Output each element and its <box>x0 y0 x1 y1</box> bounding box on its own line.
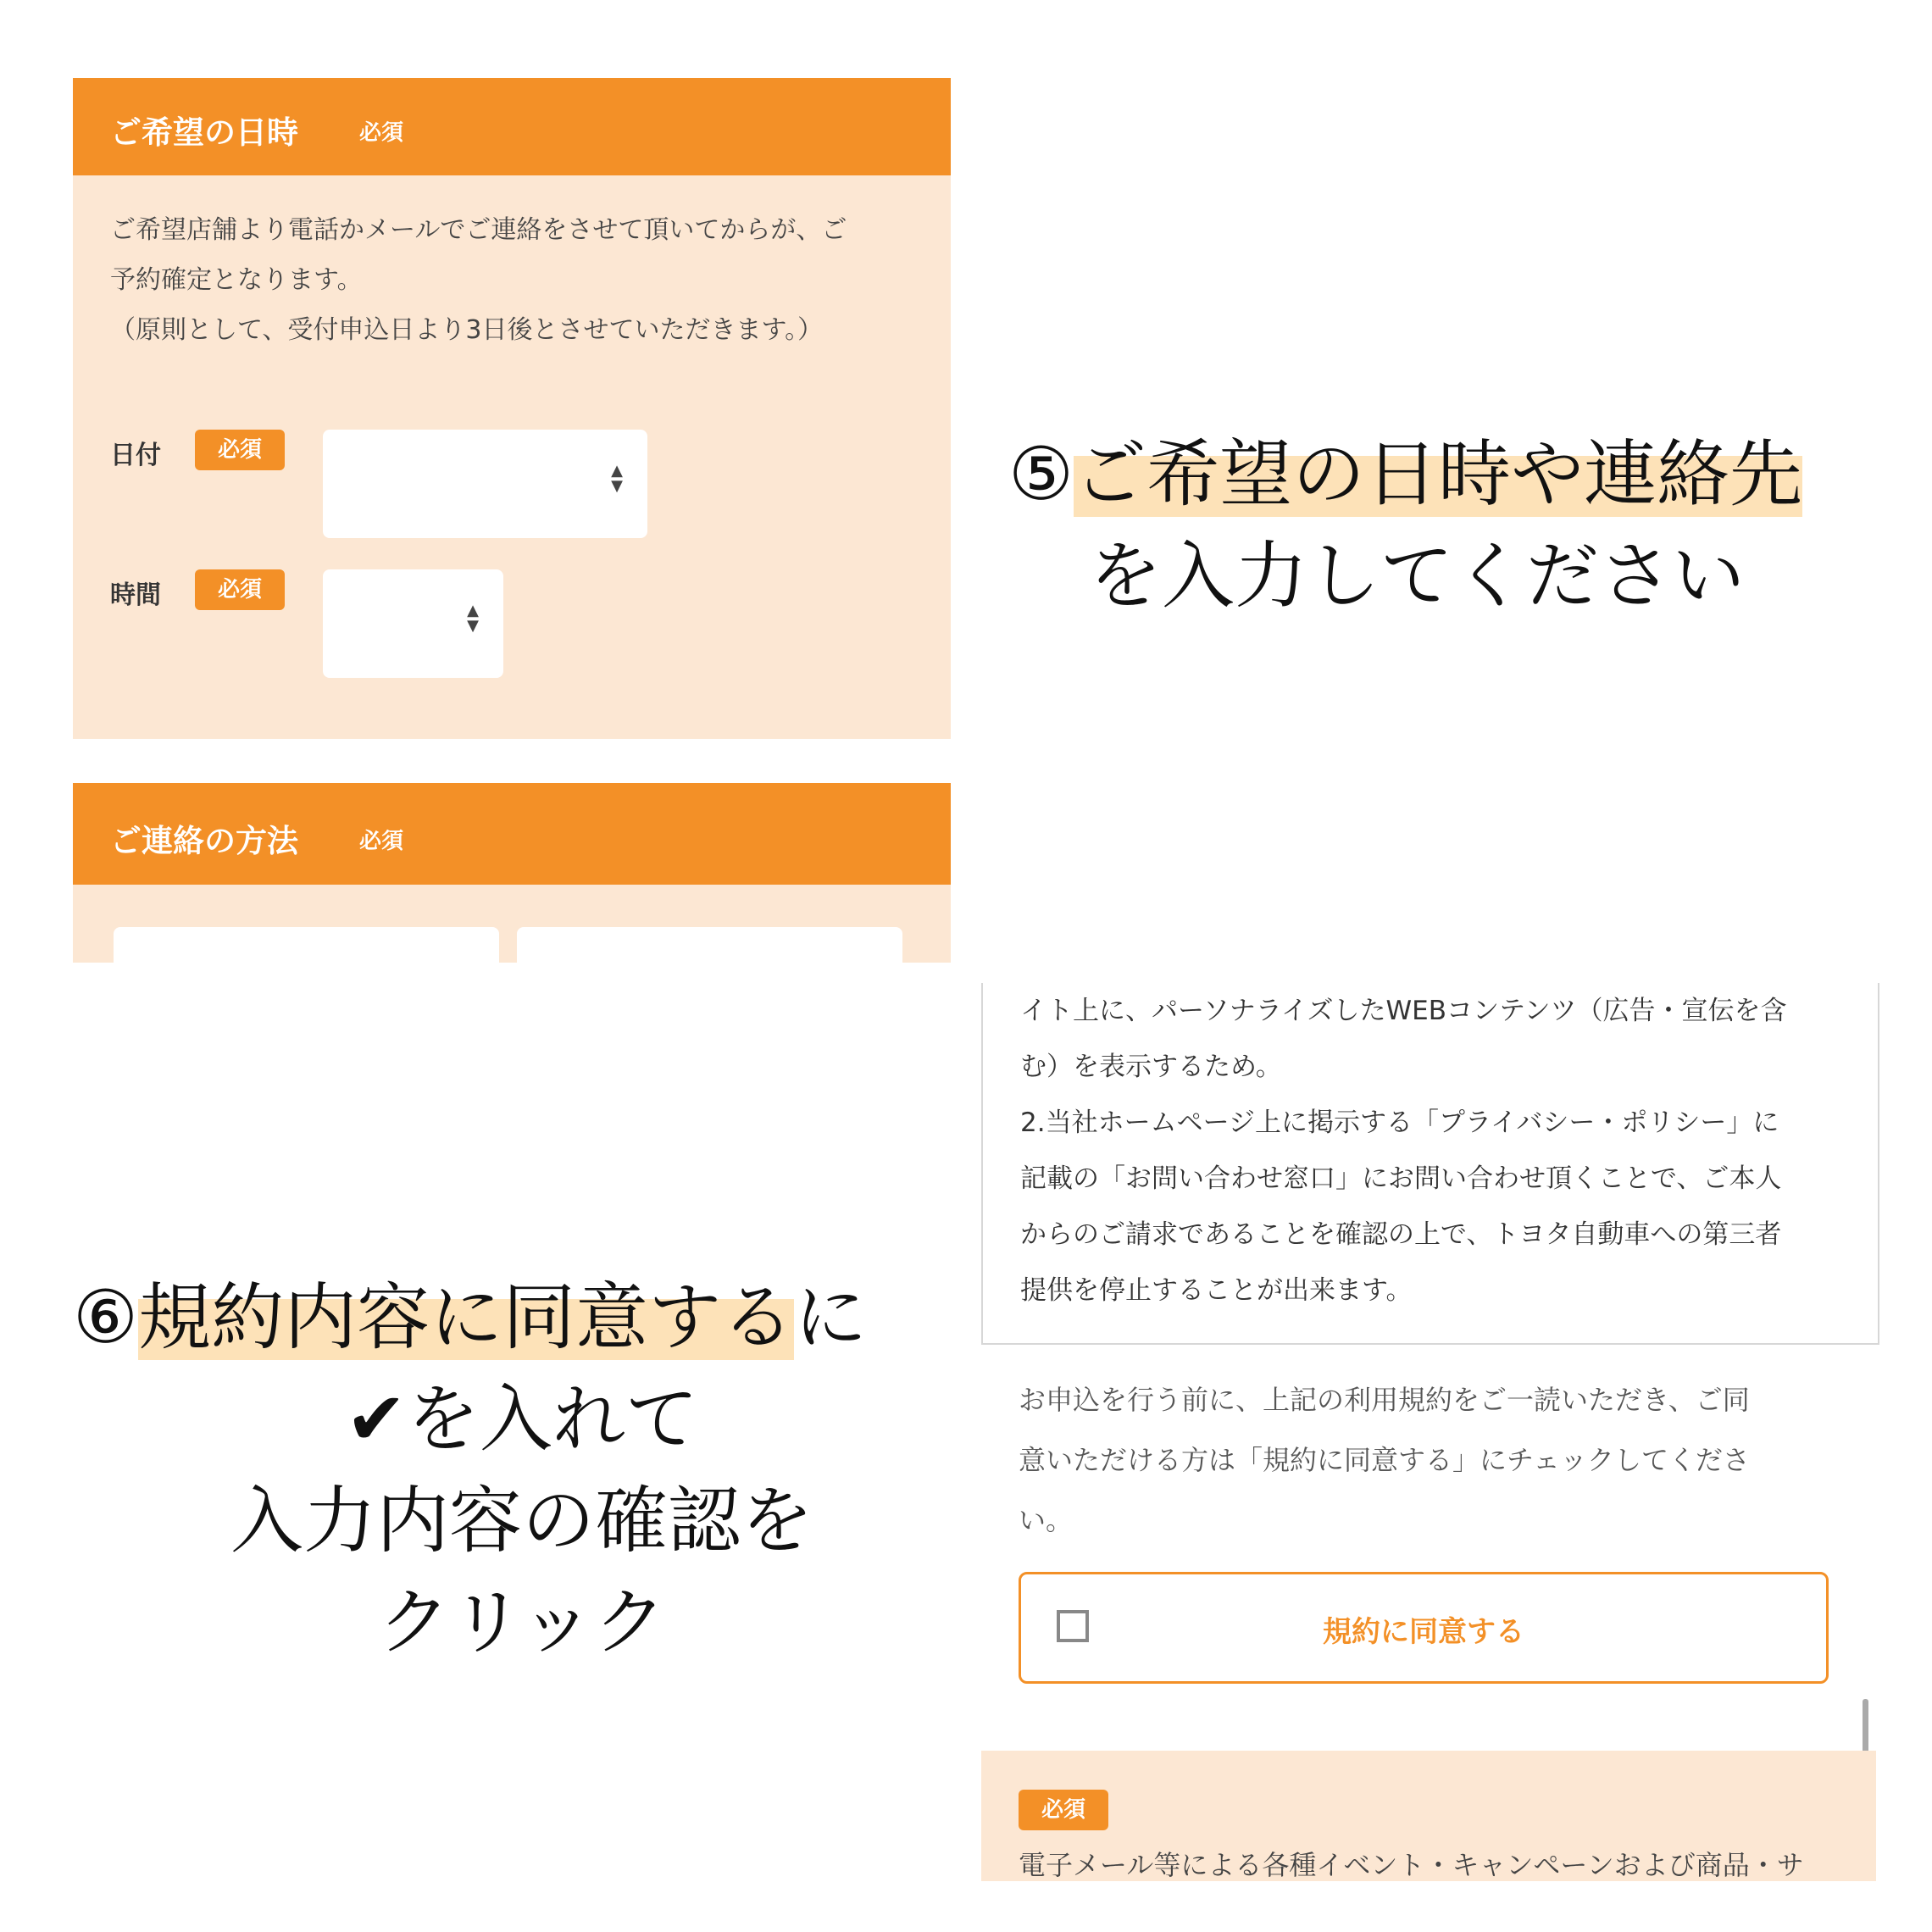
time-label: 時間 <box>110 580 161 610</box>
step6-tail: に <box>794 1275 868 1360</box>
datetime-description <box>110 205 924 355</box>
spinner-arrows-icon: ▲ ▼ <box>467 602 479 635</box>
step6-caption <box>73 1267 971 1674</box>
newsletter-section <box>981 1751 1876 1881</box>
agree-terms-label: 規約に同意する <box>1323 1615 1524 1649</box>
datetime-section-header <box>73 78 951 175</box>
step6-line3: 入力内容の確認を <box>230 1479 813 1563</box>
description-line: ご希望店舗より電話かメールでご連絡をさせて頂いてからが、ご <box>110 215 847 245</box>
description-line: 予約確定となります。 <box>110 265 363 295</box>
step6-line4: クリック <box>377 1580 667 1665</box>
terms-line: 提供を停止することが出来ます。 <box>1020 1275 1413 1306</box>
step5-line1 <box>1008 424 1907 525</box>
time-select[interactable] <box>323 569 503 678</box>
note-line: い。 <box>1019 1504 1074 1536</box>
contact-option-phone[interactable] <box>114 927 499 963</box>
date-required-badge: 必須 <box>195 430 285 470</box>
step5-caption <box>1008 424 1907 627</box>
contact-section-body <box>73 885 951 963</box>
step5-highlight: ご希望の日時や連絡先 <box>1074 432 1803 517</box>
contact-section-header <box>73 783 951 885</box>
note-line: お申込を行う前に、上記の利用規約をご一読いただき、ご同 <box>1019 1384 1750 1416</box>
datetime-section-title: ご希望の日時 <box>110 114 298 151</box>
date-label: 日付 <box>110 441 161 470</box>
agree-terms-button[interactable] <box>1019 1572 1829 1684</box>
step6-line1 <box>73 1267 971 1368</box>
terms-line: 2.当社ホームページ上に掲示する「プライバシー・ポリシー」に <box>1020 1108 1779 1138</box>
agree-instructions <box>1019 1370 1857 1551</box>
bottom-right-screenshot <box>981 983 1879 1881</box>
step6-number: ⑥ <box>73 1275 139 1360</box>
contact-section-title: ご連絡の方法 <box>110 823 298 859</box>
datetime-required-label: 必須 <box>359 120 404 146</box>
terms-line: イト上に、パーソナライズしたWEBコンテンツ（広告・宣伝を含 <box>1020 996 1787 1026</box>
terms-scroll-box[interactable] <box>981 983 1879 1345</box>
terms-text <box>1020 983 1859 1319</box>
step5-number: ⑤ <box>1008 432 1074 517</box>
note-line: 意いただける方は「規約に同意する」にチェックしてくださ <box>1019 1444 1751 1476</box>
top-left-screenshot <box>73 78 951 963</box>
time-required-badge: 必須 <box>195 569 285 610</box>
step5-line2: を入力してください <box>1089 534 1745 619</box>
step6-line2: ✔を入れて <box>345 1377 699 1462</box>
contact-required-label: 必須 <box>359 829 404 854</box>
spinner-arrows-icon: ▲ ▼ <box>611 462 623 495</box>
description-line: （原則として、受付申込日より3日後とさせていただきます。） <box>110 315 824 345</box>
terms-line: からのご請求であることを確認の上で、トヨタ自動車への第三者 <box>1020 1219 1782 1250</box>
contact-option-email[interactable] <box>517 927 902 963</box>
date-select[interactable] <box>323 430 647 538</box>
newsletter-text: 電子メール等による各種イベント・キャンペーンおよび商品・サ <box>1019 1849 1804 1881</box>
step6-highlight: 規約内容に同意する <box>138 1275 795 1360</box>
terms-line: 記載の「お問い合わせ窓口」にお問い合わせ頂くことで、ご本人 <box>1020 1163 1782 1194</box>
newsletter-required-badge: 必須 <box>1019 1790 1108 1830</box>
terms-line: む）を表示するため。 <box>1020 1052 1282 1082</box>
datetime-section-body <box>73 175 951 739</box>
